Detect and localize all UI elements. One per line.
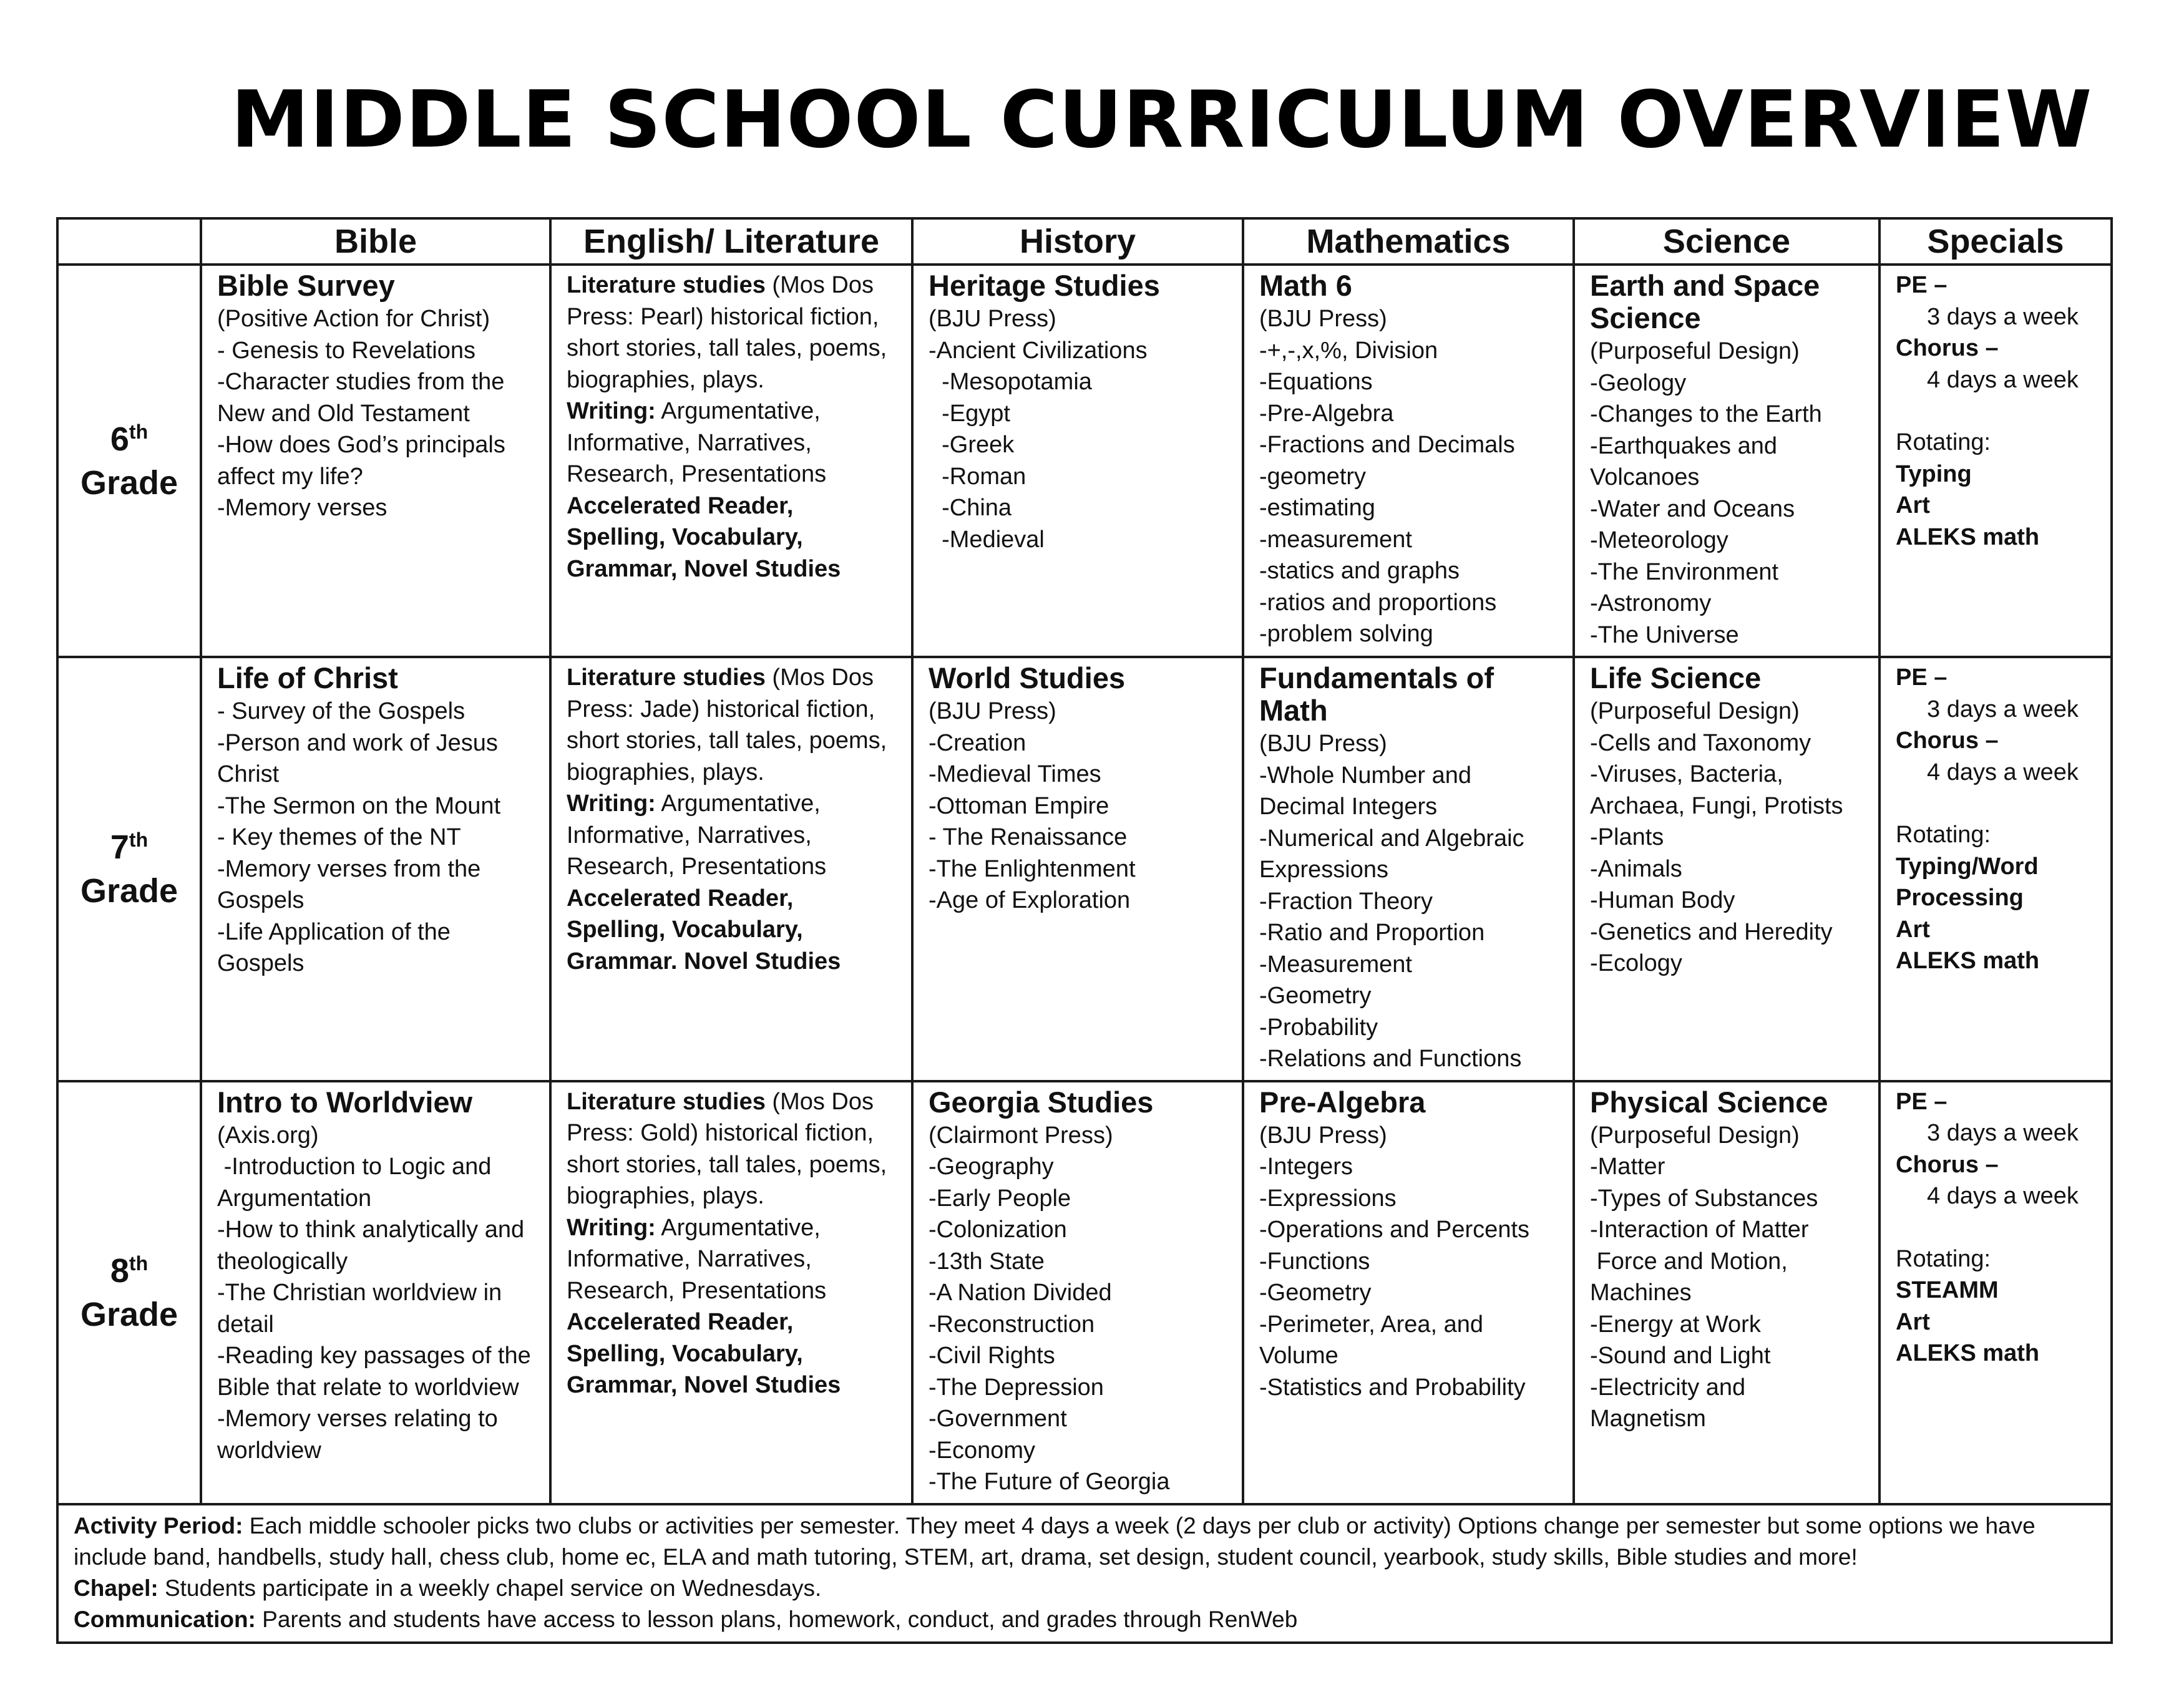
course-publisher: (Axis.org) <box>217 1122 319 1149</box>
chorus-detail: 4 days a week <box>1927 759 2079 785</box>
course-title: Earth and Space Science <box>1590 269 1820 334</box>
course-publisher: (BJU Press) <box>1259 306 1387 332</box>
topic-item: -The Environment <box>1590 558 1779 585</box>
literature-text: (Mos Dos Press: Jade) historical fiction, short stories, tall tales, poems, biographies, plays. <box>567 664 887 785</box>
math-cell <box>1243 1081 1574 1504</box>
header-specials: Specials <box>1879 218 2112 265</box>
writing-text: Argumentative, Informative, Narratives, Research, Presentations <box>567 790 827 880</box>
course-title: Pre-Algebra <box>1259 1085 1426 1119</box>
history-cell <box>912 657 1243 1081</box>
grade-label <box>57 657 201 1081</box>
bible-cell <box>201 657 550 1081</box>
topic-item: -Equations <box>1259 369 1373 395</box>
activity-period-note <box>74 1510 2098 1573</box>
rotating-item: ALEKS math <box>1896 1340 2040 1366</box>
rotating-label: Rotating: <box>1896 822 1991 848</box>
topic-item: Force and Motion, Machines <box>1590 1248 1795 1306</box>
topic-item: -Fractions and Decimals <box>1259 432 1515 458</box>
topic-item: -Egypt <box>929 400 1010 427</box>
topic-item: -Sound and Light <box>1590 1343 1771 1369</box>
grade-word: Grade <box>80 872 178 910</box>
topic-item: -Geometry <box>1259 1280 1372 1306</box>
course-publisher: (Clairmont Press) <box>929 1122 1113 1149</box>
pe-label: PE – <box>1896 664 1948 691</box>
rotating-item: Art <box>1896 1308 1930 1335</box>
course-title: Life of Christ <box>217 661 398 694</box>
pe-detail: 3 days a week <box>1927 1120 2079 1146</box>
grade-word: Grade <box>80 464 178 502</box>
topic-item: -Government <box>929 1406 1067 1432</box>
literature-text: (Mos Dos Press: Gold) historical fiction, short stories, tall tales, poems, biographies, plays. <box>567 1088 887 1209</box>
header-mathematics: Mathematics <box>1243 218 1574 265</box>
chorus-label: Chorus – <box>1896 335 1999 361</box>
reading-skills: Accelerated Reader, Spelling, Vocabulary, Grammar, Novel Studies <box>567 1309 841 1398</box>
topic-item: -How does God’s principals affect my life? <box>217 432 512 490</box>
course-title: Fundamentals of Math <box>1259 661 1494 727</box>
topic-item: -The Enlightenment <box>929 855 1136 882</box>
reading-skills: Accelerated Reader, Spelling, Vocabulary, Grammar, Novel Studies <box>567 492 841 582</box>
literature-label: Literature studies <box>567 1088 766 1115</box>
topic-item: -Water and Oceans <box>1590 495 1795 522</box>
topic-item: -Matter <box>1590 1154 1665 1180</box>
topic-item: -Ancient Civilizations <box>929 337 1148 364</box>
topic-item: -Measurement <box>1259 951 1412 978</box>
history-cell <box>912 1081 1243 1504</box>
topic-item: -Introduction to Logic and Argumentation <box>217 1154 497 1212</box>
science-cell <box>1574 1081 1879 1504</box>
topic-item: -Perimeter, Area, and Volume <box>1259 1311 1490 1369</box>
grade-row <box>57 265 2112 657</box>
topic-item: -Types of Substances <box>1590 1185 1818 1212</box>
topic-item: -Ecology <box>1590 950 1682 976</box>
math-cell <box>1243 657 1574 1081</box>
specials-cell <box>1879 1081 2112 1504</box>
grade-suffix: th <box>129 420 149 443</box>
topic-item: -A Nation Divided <box>929 1280 1112 1306</box>
communication-text: Parents and students have access to lesson plans, homework, conduct, and grades through RenWeb <box>255 1606 1298 1632</box>
topic-item: -Early People <box>929 1185 1071 1212</box>
bible-cell <box>201 1081 550 1504</box>
topic-item: -statics and graphs <box>1259 558 1460 584</box>
topic-item: -Roman <box>929 463 1026 490</box>
topic-item: -estimating <box>1259 495 1375 521</box>
communication-note <box>74 1604 2098 1635</box>
topic-item: -Fraction Theory <box>1259 888 1433 915</box>
topic-item: -Economy <box>929 1437 1036 1464</box>
course-publisher: (BJU Press) <box>1259 1122 1387 1149</box>
grade-number: 8 <box>110 1252 129 1290</box>
literature-studies <box>567 1086 897 1212</box>
chapel-label: Chapel: <box>74 1575 158 1601</box>
topic-item: -ratios and proportions <box>1259 589 1497 616</box>
course-publisher: (Purposeful Design) <box>1590 698 1800 724</box>
topic-item: -Genetics and Heredity <box>1590 918 1833 945</box>
topic-item: -Geometry <box>1259 983 1372 1009</box>
pe-label: PE – <box>1896 272 1948 298</box>
topic-item: -Whole Number and Decimal Integers <box>1259 762 1478 820</box>
topic-item: -Civil Rights <box>929 1343 1055 1369</box>
reading-skills: Accelerated Reader, Spelling, Vocabulary, Grammar. Novel Studies <box>567 885 841 975</box>
chorus-label: Chorus – <box>1896 727 1999 754</box>
topic-item: -Functions <box>1259 1248 1370 1275</box>
header-science: Science <box>1574 218 1879 265</box>
grade-suffix: th <box>129 1252 149 1275</box>
topic-item: -Life Application of the Gospels <box>217 918 457 976</box>
topic-item: -Operations and Percents <box>1259 1217 1530 1243</box>
topic-item: -Medieval Times <box>929 761 1101 787</box>
topic-item: -Viruses, Bacteria, Archaea, Fungi, Protists <box>1590 761 1843 819</box>
chorus-detail: 4 days a week <box>1927 366 2079 393</box>
topic-item: -China <box>929 495 1012 521</box>
footer-notes <box>57 1504 2112 1643</box>
topic-item: -Interaction of Matter <box>1590 1217 1809 1243</box>
course-title: Math 6 <box>1259 269 1352 302</box>
history-cell <box>912 265 1243 657</box>
writing-label: Writing: <box>567 790 656 817</box>
course-title: Heritage Studies <box>929 269 1160 302</box>
activity-period-label: Activity Period: <box>74 1512 243 1539</box>
topic-item: -Character studies from the New and Old Testament <box>217 369 511 427</box>
pe-detail: 3 days a week <box>1927 303 2079 330</box>
grade-label <box>57 1081 201 1504</box>
chapel-text: Students participate in a weekly chapel service on Wednesdays. <box>158 1575 822 1601</box>
literature-label: Literature studies <box>567 664 766 691</box>
topic-item: -+,-,x,%, Division <box>1259 337 1438 364</box>
topic-item: -Integers <box>1259 1154 1353 1180</box>
science-cell <box>1574 657 1879 1081</box>
spacer <box>1896 1212 2097 1243</box>
page-title: MIDDLE SCHOOL CURRICULUM OVERVIEW <box>231 74 2093 165</box>
header-bible: Bible <box>201 218 550 265</box>
grade-number: 7 <box>110 828 129 866</box>
topic-item: -The Future of Georgia <box>929 1469 1170 1495</box>
chorus-label: Chorus – <box>1896 1151 1999 1178</box>
topic-item: -Reading key passages of the Bible that relate to worldview <box>217 1343 538 1401</box>
communication-label: Communication: <box>74 1606 256 1632</box>
writing-studies <box>567 1212 897 1307</box>
topic-item: -geometry <box>1259 463 1367 490</box>
topic-item: - The Renaissance <box>929 824 1128 850</box>
specials-cell <box>1879 265 2112 657</box>
course-title: Intro to Worldview <box>217 1085 473 1119</box>
topic-item: -The Sermon on the Mount <box>217 792 501 819</box>
topic-item: -Creation <box>929 729 1026 756</box>
english-cell <box>550 657 912 1081</box>
rotating-label: Rotating: <box>1896 429 1991 455</box>
rotating-item: ALEKS math <box>1896 948 2040 974</box>
course-publisher: (Positive Action for Christ) <box>217 306 490 332</box>
rotating-item: Typing/Word Processing <box>1896 853 2039 911</box>
topic-item: -Colonization <box>929 1217 1067 1243</box>
topic-item: - Survey of the Gospels <box>217 698 466 724</box>
topic-item: -Relations and Functions <box>1259 1046 1522 1072</box>
rotating-item: Art <box>1896 492 1930 518</box>
topic-item: -Memory verses relating to worldview <box>217 1406 505 1464</box>
topic-item: -Expressions <box>1259 1185 1397 1212</box>
grade-word: Grade <box>80 1295 178 1333</box>
topic-item: -Numerical and Algebraic Expressions <box>1259 825 1531 883</box>
writing-text: Argumentative, Informative, Narratives, Research, Presentations <box>567 398 827 487</box>
topic-item: -problem solving <box>1259 621 1433 647</box>
topic-item: -Plants <box>1590 824 1664 850</box>
writing-label: Writing: <box>567 1214 656 1241</box>
literature-label: Literature studies <box>567 272 766 298</box>
course-title: Physical Science <box>1590 1085 1828 1119</box>
topic-item: -How to think analytically and theologically <box>217 1217 531 1275</box>
activity-period-text: Each middle schooler picks two clubs or activities per semester. They meet 4 days a week (2 days per club or activity) Options change per semester but some options we have include band, handbells, study hall, chess club, home ec, ELA and math tutoring, STEM, art, drama, set design, student council, yearbook, study skills, Bible studies and more! <box>74 1512 2035 1570</box>
topic-item: - Genesis to Revelations <box>217 337 475 364</box>
topic-item: -Astronomy <box>1590 590 1712 616</box>
english-cell <box>550 265 912 657</box>
grade-row <box>57 657 2112 1081</box>
writing-text: Argumentative, Informative, Narratives, Research, Presentations <box>567 1214 827 1304</box>
topic-item: -Changes to the Earth <box>1590 401 1822 427</box>
topic-item: -Animals <box>1590 855 1682 882</box>
grade-label <box>57 265 201 657</box>
topic-item: -Pre-Algebra <box>1259 400 1394 427</box>
topic-item: -Earthquakes and Volcanoes <box>1590 432 1784 490</box>
topic-item: -Ottoman Empire <box>929 792 1109 819</box>
footer-row <box>57 1504 2112 1643</box>
topic-item: -Statistics and Probability <box>1259 1374 1526 1401</box>
grade-row <box>57 1081 2112 1504</box>
grade-suffix: th <box>129 828 149 851</box>
topic-item: -13th State <box>929 1248 1045 1275</box>
english-cell <box>550 1081 912 1504</box>
course-publisher: (BJU Press) <box>1259 731 1387 757</box>
header-row <box>57 218 2112 265</box>
topic-item: -Geology <box>1590 369 1687 396</box>
chorus-detail: 4 days a week <box>1927 1183 2079 1209</box>
rotating-label: Rotating: <box>1896 1245 1991 1272</box>
pe-detail: 3 days a week <box>1927 696 2079 722</box>
course-publisher: (Purposeful Design) <box>1590 338 1800 364</box>
science-cell <box>1574 265 1879 657</box>
topic-item: -measurement <box>1259 526 1412 553</box>
header-history: History <box>912 218 1243 265</box>
spacer <box>1896 788 2097 819</box>
topic-item: -Human Body <box>1590 887 1735 913</box>
topic-item: - Key themes of the NT <box>217 824 461 850</box>
topic-item: -Ratio and Proportion <box>1259 920 1485 946</box>
specials-cell <box>1879 657 2112 1081</box>
writing-label: Writing: <box>567 398 656 424</box>
course-publisher: (BJU Press) <box>929 306 1056 332</box>
topic-item: -Reconstruction <box>929 1311 1095 1338</box>
header-english-literature: English/ Literature <box>550 218 912 265</box>
math-cell <box>1243 265 1574 657</box>
course-title: Georgia Studies <box>929 1085 1154 1119</box>
curriculum-table <box>56 217 2113 1644</box>
writing-studies <box>567 396 897 490</box>
topic-item: -Person and work of Jesus Christ <box>217 729 505 787</box>
writing-studies <box>567 788 897 883</box>
rotating-item: STEAMM <box>1896 1277 1999 1303</box>
literature-text: (Mos Dos Press: Pearl) historical fiction, short stories, tall tales, poems, biographies, plays. <box>567 272 887 393</box>
topic-item: -Mesopotamia <box>929 369 1092 395</box>
topic-item: -Age of Exploration <box>929 887 1131 913</box>
topic-item: -The Christian worldview in detail <box>217 1280 509 1338</box>
course-title: Life Science <box>1590 661 1762 694</box>
topic-item: -Probability <box>1259 1014 1378 1041</box>
grade-number: 6 <box>110 420 129 458</box>
pe-label: PE – <box>1896 1088 1948 1115</box>
header-corner-cell <box>57 218 201 265</box>
topic-item: -Memory verses from the Gospels <box>217 855 487 913</box>
bible-cell <box>201 265 550 657</box>
topic-item: -Electricity and Magnetism <box>1590 1374 1752 1432</box>
course-title: World Studies <box>929 661 1126 694</box>
topic-item: -Cells and Taxonomy <box>1590 729 1811 756</box>
topic-item: -Medieval <box>929 526 1045 553</box>
rotating-item: Art <box>1896 916 1930 943</box>
topic-item: -Memory verses <box>217 495 388 521</box>
course-publisher: (BJU Press) <box>929 698 1056 724</box>
spacer <box>1896 396 2097 427</box>
chapel-note <box>74 1573 2098 1604</box>
topic-item: -Greek <box>929 432 1015 458</box>
literature-studies <box>567 662 897 788</box>
topic-item: -Geography <box>929 1154 1054 1180</box>
course-title: Bible Survey <box>217 269 395 302</box>
topic-item: -The Universe <box>1590 621 1739 648</box>
topic-item: -Energy at Work <box>1590 1311 1761 1338</box>
rotating-item: Typing <box>1896 460 1972 487</box>
topic-item: -The Depression <box>929 1374 1104 1401</box>
topic-item: -Meteorology <box>1590 527 1728 553</box>
rotating-item: ALEKS math <box>1896 523 2040 550</box>
literature-studies <box>567 270 897 396</box>
course-publisher: (Purposeful Design) <box>1590 1122 1800 1149</box>
